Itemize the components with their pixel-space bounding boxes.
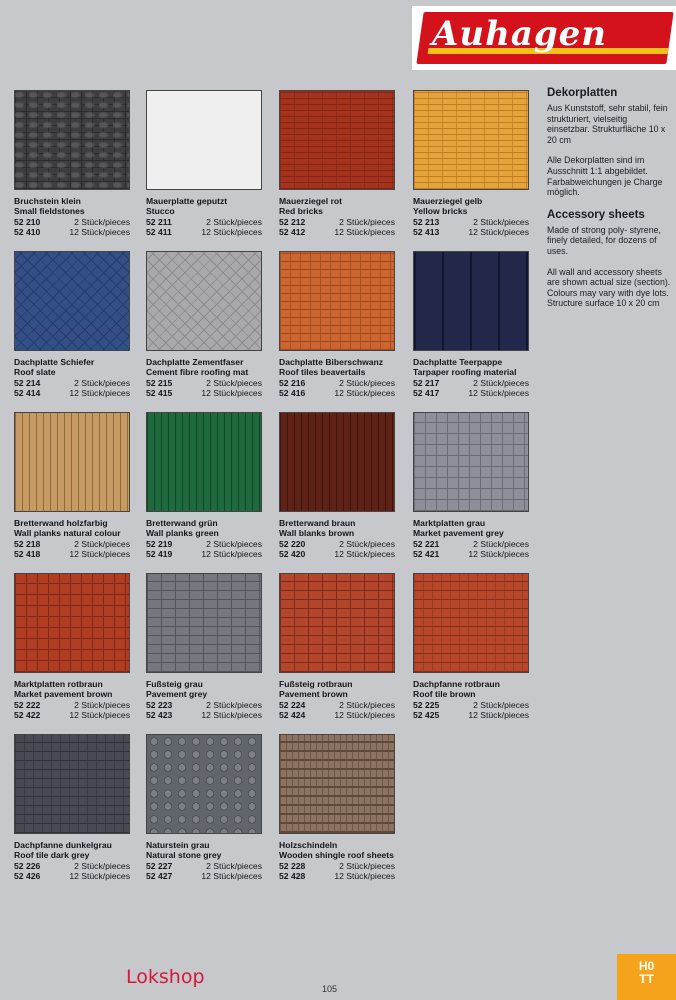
product-name-de: Mauerziegel rot bbox=[279, 196, 343, 206]
product-tile-52226[interactable] bbox=[14, 734, 130, 882]
pack-size: 12 Stück/pieces bbox=[334, 549, 395, 560]
natural-stone-swatch bbox=[146, 734, 262, 834]
pack-size: 12 Stück/pieces bbox=[201, 227, 262, 238]
article-number: 52 213 bbox=[413, 216, 440, 227]
article-number: 52 223 bbox=[146, 699, 173, 710]
product-name-en: Market pavement brown bbox=[14, 689, 113, 700]
article-number: 52 416 bbox=[279, 388, 306, 399]
pack-size: 12 Stück/pieces bbox=[69, 227, 130, 238]
pack-size: 12 Stück/pieces bbox=[69, 871, 130, 882]
product-name-en: Roof tile brown bbox=[413, 689, 476, 700]
product-tile-52220[interactable] bbox=[279, 412, 395, 560]
article-number: 52 225 bbox=[413, 699, 440, 710]
product-name-de: Dachplatte Zementfaser bbox=[146, 357, 244, 367]
pack-size: 2 Stück/pieces bbox=[74, 699, 130, 710]
stucco-swatch bbox=[146, 90, 262, 190]
pack-size: 2 Stück/pieces bbox=[206, 860, 262, 871]
product-name-de: Mauerziegel gelb bbox=[413, 196, 483, 206]
product-tile-52221[interactable] bbox=[413, 412, 529, 560]
article-number: 52 216 bbox=[279, 377, 306, 388]
product-name-en: Cement fibre roofing mat bbox=[146, 367, 249, 378]
footpath-grey-swatch bbox=[146, 573, 262, 673]
article-number: 52 426 bbox=[14, 871, 41, 882]
article-number: 52 427 bbox=[146, 871, 173, 882]
pack-size: 2 Stück/pieces bbox=[339, 216, 395, 227]
brand-name: Auhagen bbox=[432, 14, 607, 54]
article-number: 52 412 bbox=[279, 227, 306, 238]
pack-size: 2 Stück/pieces bbox=[339, 377, 395, 388]
pack-size: 2 Stück/pieces bbox=[473, 538, 529, 549]
pack-size: 2 Stück/pieces bbox=[74, 860, 130, 871]
pack-size: 2 Stück/pieces bbox=[473, 699, 529, 710]
pack-size: 2 Stück/pieces bbox=[206, 216, 262, 227]
product-name-en: Pavement brown bbox=[279, 689, 348, 700]
pack-size: 2 Stück/pieces bbox=[74, 216, 130, 227]
pack-size: 12 Stück/pieces bbox=[468, 388, 529, 399]
product-name-en: Pavement grey bbox=[146, 689, 208, 700]
pack-size: 12 Stück/pieces bbox=[69, 710, 130, 721]
product-name-de: Marktplatten rotbraun bbox=[14, 679, 103, 689]
article-number: 52 417 bbox=[413, 388, 440, 399]
product-name-de: Bretterwand braun bbox=[279, 518, 356, 528]
article-number: 52 418 bbox=[14, 549, 41, 560]
article-number: 52 411 bbox=[146, 227, 172, 238]
product-name-en: Stucco bbox=[146, 206, 175, 217]
pavement-grey-swatch bbox=[413, 412, 529, 512]
article-number: 52 210 bbox=[14, 216, 41, 227]
product-tile-52222[interactable] bbox=[14, 573, 130, 721]
article-number: 52 211 bbox=[146, 216, 172, 227]
product-name-en: Red bricks bbox=[279, 206, 323, 217]
product-tile-52212[interactable] bbox=[279, 90, 395, 238]
pack-size: 12 Stück/pieces bbox=[334, 710, 395, 721]
plank-green-swatch bbox=[146, 412, 262, 512]
rooftile-grey-swatch bbox=[14, 734, 130, 834]
product-tile-52216[interactable] bbox=[279, 251, 395, 399]
pack-size: 12 Stück/pieces bbox=[468, 549, 529, 560]
pack-size: 12 Stück/pieces bbox=[334, 388, 395, 399]
product-name-en: Wall blanks brown bbox=[279, 528, 355, 539]
article-number: 52 218 bbox=[14, 538, 41, 549]
product-name-en: Roof tiles beavertails bbox=[279, 367, 366, 378]
product-name-en: Tarpaper roofing material bbox=[413, 367, 517, 378]
product-name-de: Naturstein grau bbox=[146, 840, 210, 850]
article-number: 52 428 bbox=[279, 871, 306, 882]
product-name-de: Fußsteig grau bbox=[146, 679, 203, 689]
product-tile-52211[interactable] bbox=[146, 90, 262, 238]
scale-label: H0 TT bbox=[638, 959, 655, 986]
article-number: 52 222 bbox=[14, 699, 41, 710]
product-name-de: Dachplatte Teerpappe bbox=[413, 357, 503, 367]
article-number: 52 419 bbox=[146, 549, 173, 560]
product-tile-52210[interactable] bbox=[14, 90, 130, 238]
red-brick-swatch bbox=[279, 90, 395, 190]
pack-size: 2 Stück/pieces bbox=[74, 538, 130, 549]
product-tile-52219[interactable] bbox=[146, 412, 262, 560]
product-name-de: Dachplatte Schiefer bbox=[14, 357, 95, 367]
article-number: 52 212 bbox=[279, 216, 306, 227]
shop-watermark: Lokshop bbox=[126, 966, 205, 988]
scale-badge bbox=[617, 954, 676, 1000]
article-number: 52 215 bbox=[146, 377, 173, 388]
en-paragraph-2: All wall and accessory sheets are shown actual size (section). Colours may vary with dye lots. Structure surface 10 x 20 cm bbox=[547, 266, 671, 309]
pack-size: 2 Stück/pieces bbox=[206, 699, 262, 710]
product-name-de: Holzschindeln bbox=[279, 840, 338, 850]
product-name-en: Wooden shingle roof sheets bbox=[279, 850, 394, 861]
product-tile-52217[interactable] bbox=[413, 251, 529, 399]
shingle-swatch bbox=[279, 734, 395, 834]
article-number: 52 410 bbox=[14, 227, 41, 238]
article-number: 52 227 bbox=[146, 860, 173, 871]
article-number: 52 422 bbox=[14, 710, 41, 721]
de-paragraph-2: Alle Dekorplatten sind im Ausschnitt 1:1 abgebildet. Farbabweichungen je Charge möglich. bbox=[547, 155, 663, 198]
product-tile-52214[interactable] bbox=[14, 251, 130, 399]
product-name-en: Roof tile dark grey bbox=[14, 850, 90, 861]
product-name-en: Small fieldstones bbox=[14, 206, 85, 217]
pack-size: 12 Stück/pieces bbox=[468, 710, 529, 721]
tarpaper-swatch bbox=[413, 251, 529, 351]
product-name-de: Bruchstein klein bbox=[14, 196, 81, 206]
pack-size: 12 Stück/pieces bbox=[69, 549, 130, 560]
slate-swatch bbox=[14, 251, 130, 351]
article-number: 52 219 bbox=[146, 538, 173, 549]
rooftile-brown-swatch bbox=[413, 573, 529, 673]
product-name-de: Dachpfanne rotbraun bbox=[413, 679, 500, 689]
en-heading: Accessory sheets bbox=[547, 208, 645, 221]
footpath-brown-swatch bbox=[279, 573, 395, 673]
article-number: 52 420 bbox=[279, 549, 306, 560]
product-name-en: Wall planks natural colour bbox=[14, 528, 121, 539]
pack-size: 12 Stück/pieces bbox=[201, 871, 262, 882]
product-name-de: Bretterwand grün bbox=[146, 518, 218, 528]
pack-size: 2 Stück/pieces bbox=[473, 216, 529, 227]
pack-size: 12 Stück/pieces bbox=[69, 388, 130, 399]
page-number: 105 bbox=[322, 984, 338, 994]
en-paragraph-1: Made of strong poly- styrene, finely detailed, for dozens of uses. bbox=[547, 224, 661, 256]
pack-size: 12 Stück/pieces bbox=[334, 227, 395, 238]
article-number: 52 424 bbox=[279, 710, 306, 721]
de-heading: Dekorplatten bbox=[547, 87, 618, 99]
product-name-de: Bretterwand holzfarbig bbox=[14, 518, 108, 528]
product-name-en: Roof slate bbox=[14, 367, 56, 378]
pack-size: 2 Stück/pieces bbox=[339, 860, 395, 871]
plank-brown-swatch bbox=[279, 412, 395, 512]
fieldstone-swatch bbox=[14, 90, 130, 190]
product-tile-52227[interactable] bbox=[146, 734, 262, 882]
pack-size: 2 Stück/pieces bbox=[473, 377, 529, 388]
pavement-brown-swatch bbox=[14, 573, 130, 673]
article-number: 52 220 bbox=[279, 538, 306, 549]
article-number: 52 415 bbox=[146, 388, 173, 399]
pack-size: 2 Stück/pieces bbox=[339, 538, 395, 549]
pack-size: 12 Stück/pieces bbox=[201, 388, 262, 399]
product-name-de: Fußsteig rotbraun bbox=[279, 679, 353, 689]
product-tile-52218[interactable] bbox=[14, 412, 130, 560]
pack-size: 2 Stück/pieces bbox=[339, 699, 395, 710]
yellow-brick-swatch bbox=[413, 90, 529, 190]
article-number: 52 423 bbox=[146, 710, 173, 721]
product-tile-52215[interactable] bbox=[146, 251, 262, 399]
product-name-en: Natural stone grey bbox=[146, 850, 222, 861]
product-tile-52224[interactable] bbox=[279, 573, 395, 721]
pack-size: 12 Stück/pieces bbox=[468, 227, 529, 238]
cement-swatch bbox=[146, 251, 262, 351]
product-tile-52225[interactable] bbox=[413, 573, 529, 721]
description-panel bbox=[547, 86, 671, 319]
article-number: 52 224 bbox=[279, 699, 306, 710]
pack-size: 2 Stück/pieces bbox=[206, 377, 262, 388]
article-number: 52 425 bbox=[413, 710, 440, 721]
pack-size: 12 Stück/pieces bbox=[334, 871, 395, 882]
product-name-de: Dachplatte Biberschwanz bbox=[279, 357, 384, 367]
pack-size: 12 Stück/pieces bbox=[201, 710, 262, 721]
pack-size: 2 Stück/pieces bbox=[206, 538, 262, 549]
product-tile-52213[interactable] bbox=[413, 90, 529, 238]
article-number: 52 413 bbox=[413, 227, 440, 238]
article-number: 52 421 bbox=[413, 549, 440, 560]
article-number: 52 414 bbox=[14, 388, 41, 399]
product-tile-52223[interactable] bbox=[146, 573, 262, 721]
de-paragraph-1: Aus Kunststoff, sehr stabil, fein strukturiert, vielseitig einsetzbar. Strukturfläche 10 x 20 cm bbox=[547, 103, 668, 145]
article-number: 52 214 bbox=[14, 377, 41, 388]
article-number: 52 221 bbox=[413, 538, 440, 549]
plank-natural-swatch bbox=[14, 412, 130, 512]
product-name-en: Yellow bricks bbox=[413, 206, 468, 217]
product-tile-52228[interactable] bbox=[279, 734, 395, 882]
pack-size: 2 Stück/pieces bbox=[74, 377, 130, 388]
product-name-de: Mauerplatte geputzt bbox=[146, 196, 228, 206]
product-name-de: Marktplatten grau bbox=[413, 518, 486, 528]
article-number: 52 217 bbox=[413, 377, 440, 388]
article-number: 52 226 bbox=[14, 860, 41, 871]
article-number: 52 228 bbox=[279, 860, 306, 871]
product-name-en: Wall planks green bbox=[146, 528, 219, 539]
product-name-en: Market pavement grey bbox=[413, 528, 504, 539]
pack-size: 12 Stück/pieces bbox=[201, 549, 262, 560]
beavertail-swatch bbox=[279, 251, 395, 351]
product-name-de: Dachpfanne dunkelgrau bbox=[14, 840, 112, 850]
